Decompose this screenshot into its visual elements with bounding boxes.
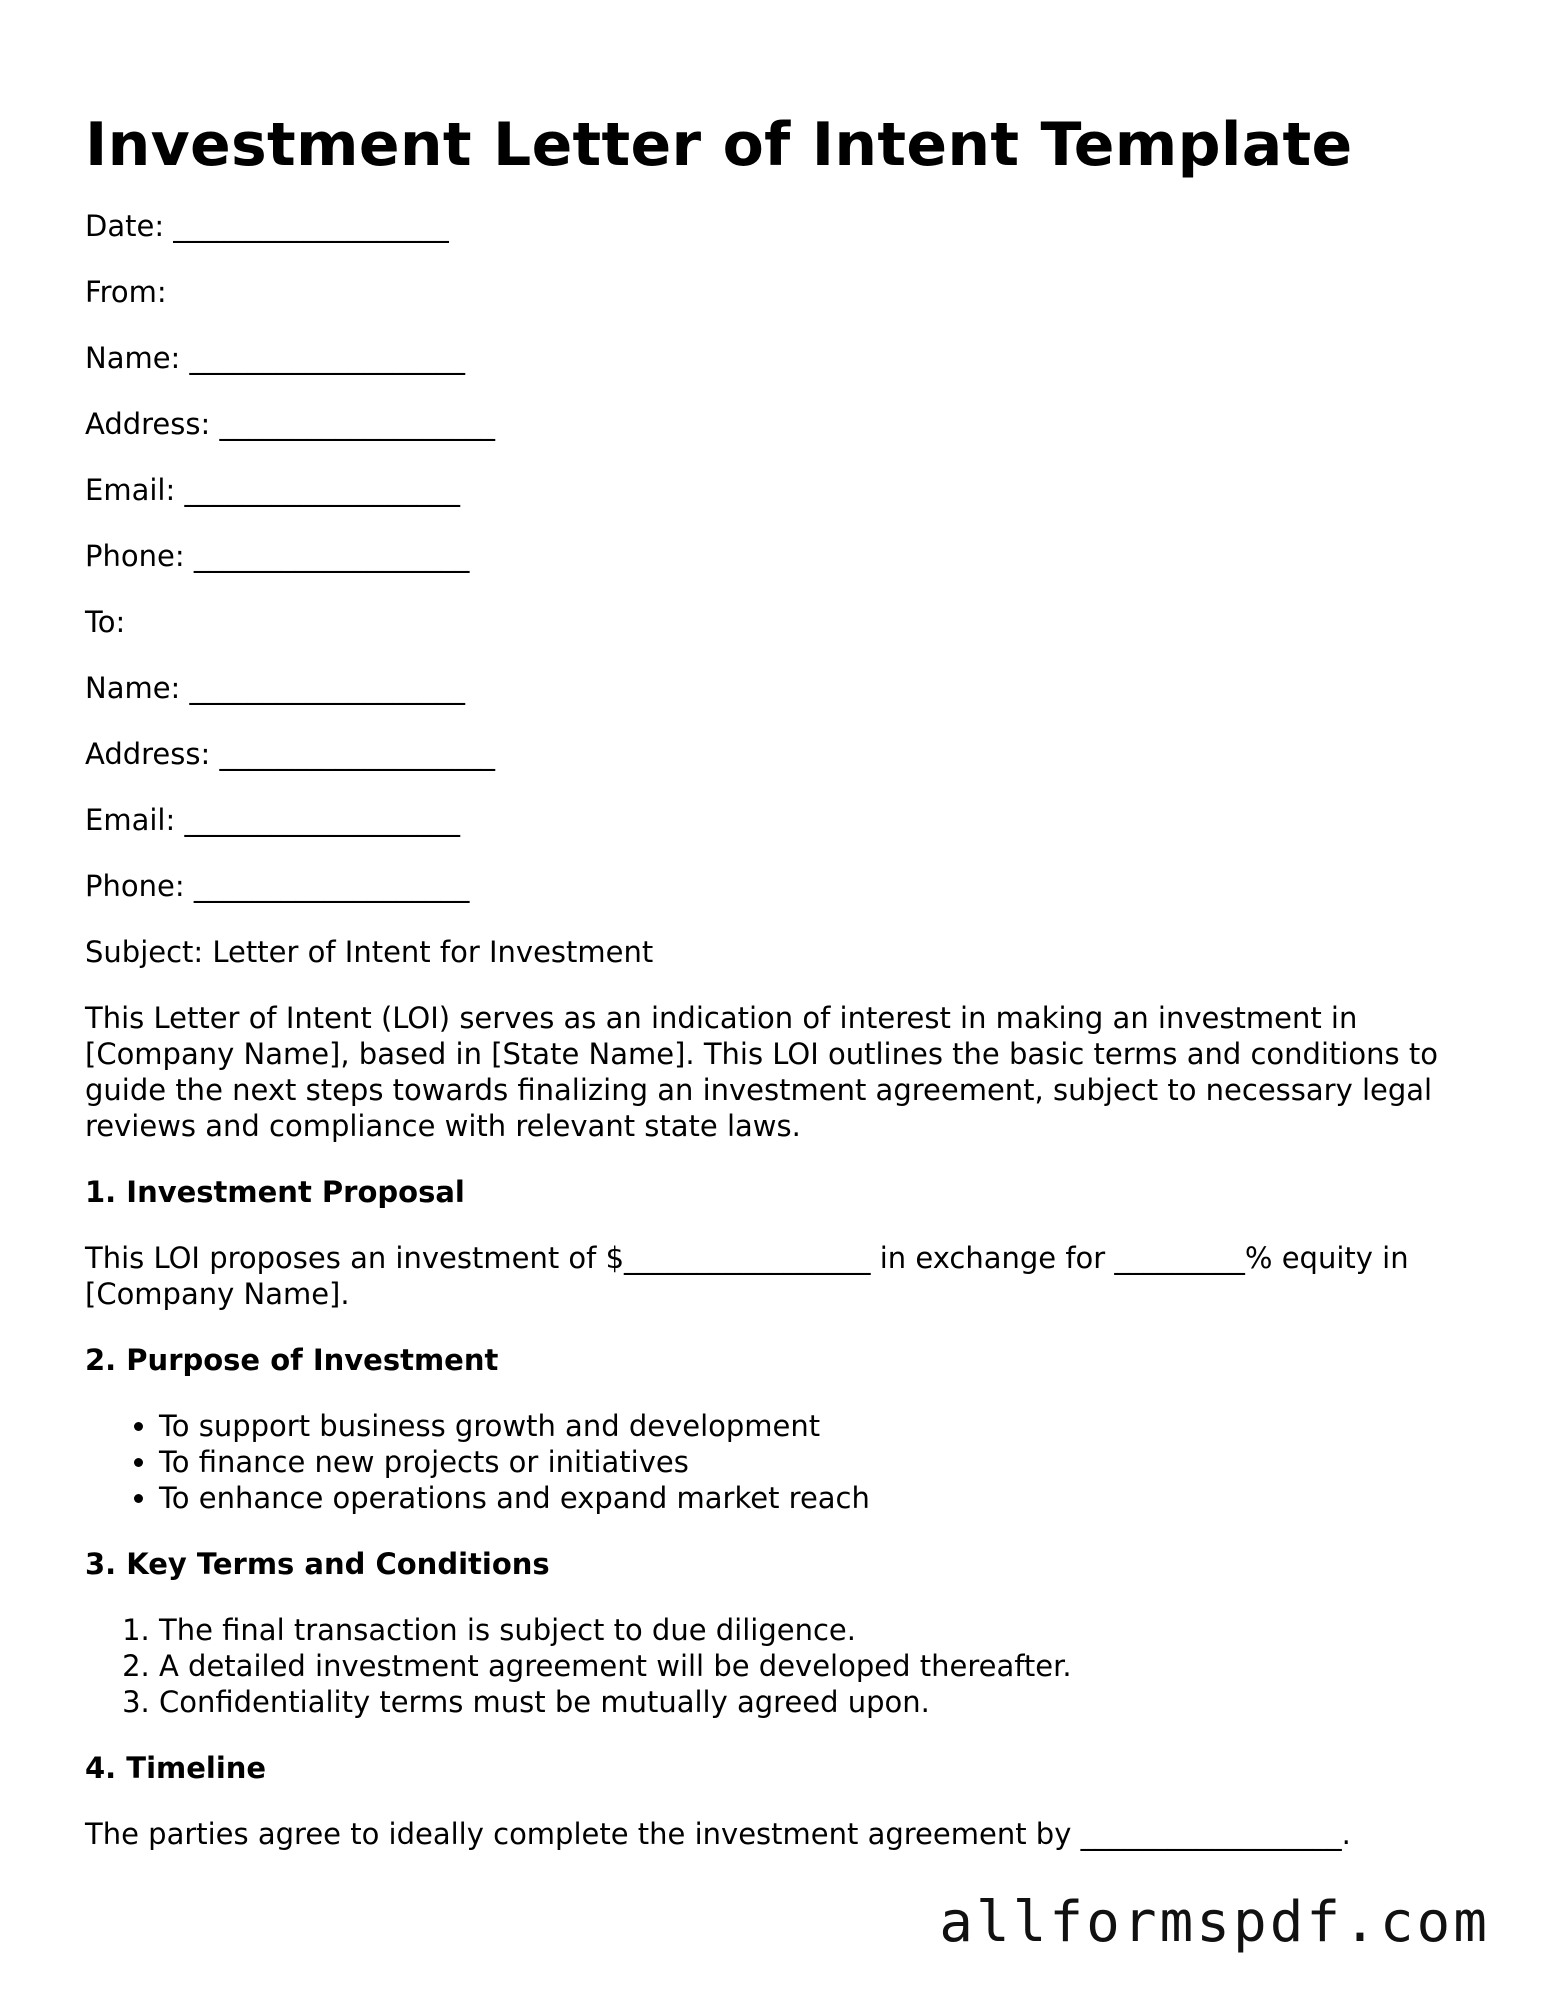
to-email-field: Email: ___________________ xyxy=(85,803,460,837)
list-item: • To finance new projects or initiatives xyxy=(159,1444,1475,1480)
from-address-field: Address: ___________________ xyxy=(85,407,495,441)
section-4-text: The parties agree to ideally complete the investment agreement by __________________. xyxy=(85,1817,1351,1851)
to-address-field: Address: ___________________ xyxy=(85,737,495,771)
section-1-text: This LOI proposes an investment of $_________________ in exchange for _________% equity in [Company Name]. xyxy=(85,1241,1409,1311)
document-title: Investment Letter of Intent Template xyxy=(85,110,1353,180)
to-phone-field: Phone: ___________________ xyxy=(85,869,470,903)
intro-paragraph: This Letter of Intent (LOI) serves as an indication of interest in making an investment in [Company Name], based in [State Name]. This LOI outlines the basic terms and conditions to guide the next steps towards finalizing an investment agreement, subject to necessary legal reviews and compliance with relevant state laws. xyxy=(85,1001,1438,1143)
to-name-field: Name: ___________________ xyxy=(85,671,466,705)
section-2-heading: 2. Purpose of Investment xyxy=(85,1343,499,1377)
section-4-heading: 4. Timeline xyxy=(85,1751,267,1785)
to-label: To: xyxy=(85,605,126,639)
list-item: • To support business growth and development xyxy=(159,1408,1475,1444)
section-3-heading: 3. Key Terms and Conditions xyxy=(85,1547,550,1581)
watermark: allformspdf.com xyxy=(939,1890,1490,1955)
from-name-field: Name: ___________________ xyxy=(85,341,466,375)
list-item: 1. The final transaction is subject to due diligence. xyxy=(159,1612,1475,1648)
terms-list xyxy=(85,1612,1475,1720)
purpose-list xyxy=(85,1408,1475,1516)
date-field: Date: ___________________ xyxy=(85,209,449,243)
list-item: 2. A detailed investment agreement will be developed thereafter. xyxy=(159,1648,1475,1684)
list-item: • To enhance operations and expand market reach xyxy=(159,1480,1475,1516)
from-email-field: Email: ___________________ xyxy=(85,473,460,507)
subject-line: Subject: Letter of Intent for Investment xyxy=(85,935,654,969)
from-label: From: xyxy=(85,275,167,309)
list-item: 3. Confidentiality terms must be mutually agreed upon. xyxy=(159,1684,1475,1720)
section-1-heading: 1. Investment Proposal xyxy=(85,1175,465,1209)
document-page xyxy=(85,105,1475,1882)
from-phone-field: Phone: ___________________ xyxy=(85,539,470,573)
